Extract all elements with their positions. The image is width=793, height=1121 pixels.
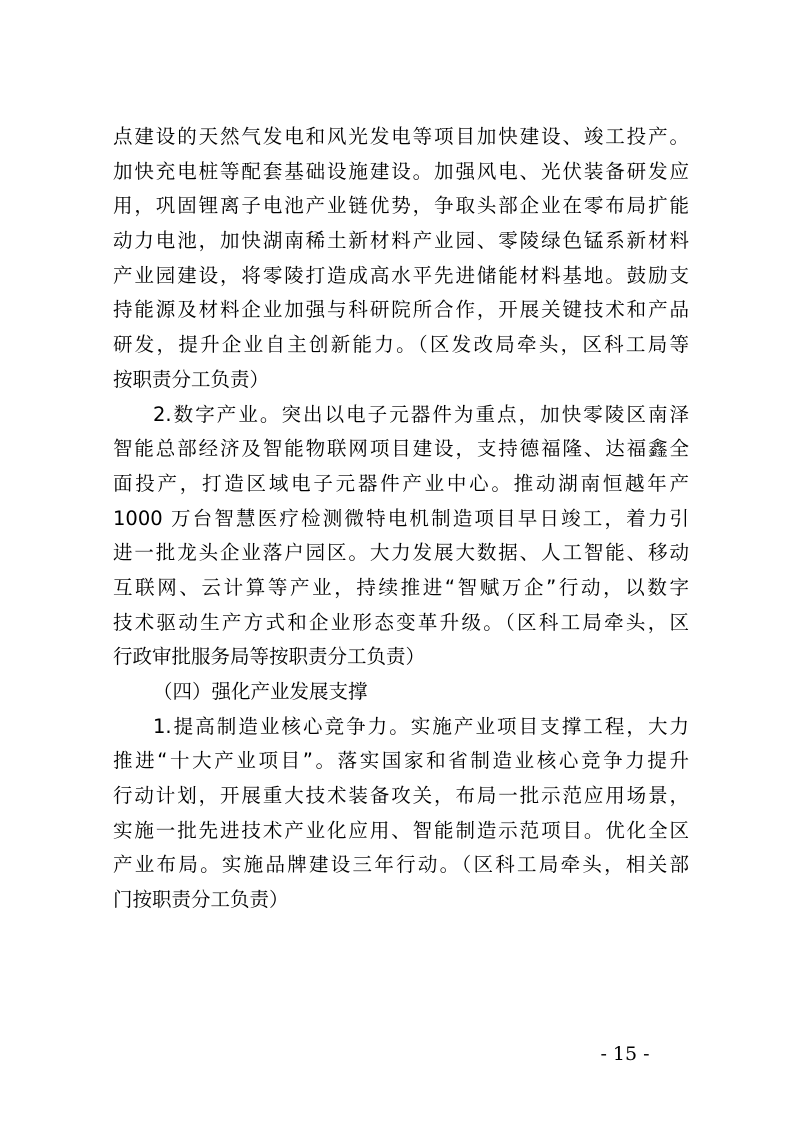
text-line: 用，巩固锂离子电池产业链优势，争取头部企业在零布局扩能 <box>113 194 689 218</box>
text-line: 按职责分工负责） <box>113 367 270 391</box>
text-line: 行政审批服务局等按职责分工负责） <box>113 645 426 669</box>
text-line: 持能源及材料企业加强与科研院所合作，开展关键技术和产品 <box>113 298 689 322</box>
paragraph-start-line: 2.数字产业。突出以电子元器件为重点，加快零陵区南泽 <box>153 402 689 426</box>
text-line: 1000 万台智慧医疗检测微特电机制造项目早日竣工，着力引 <box>113 506 689 530</box>
text-line: 产业布局。实施品牌建设三年行动。（区科工局牵头，相关部 <box>113 853 689 877</box>
text-line: 智能总部经济及智能物联网项目建设，支持德福隆、达福鑫全 <box>113 437 689 461</box>
document-body <box>113 120 689 918</box>
text-line: 点建设的天然气发电和风光发电等项目加快建设、竣工投产。 <box>113 125 689 148</box>
text-line: 推进“十大产业项目”。落实国家和省制造业核心竞争力提升 <box>113 749 689 773</box>
text-line: 技术驱动生产方式和企业形态变革升级。（区科工局牵头，区 <box>113 610 689 634</box>
text-line: 加快充电桩等配套基础设施建设。加强风电、光伏装备研发应 <box>113 159 689 183</box>
text-line: 门按职责分工负责） <box>113 888 289 912</box>
text-line: 面投产，打造区域电子元器件产业中心。推动湖南恒越年产 <box>113 471 689 495</box>
text-line: 互联网、云计算等产业，持续推进“智赋万企”行动，以数字 <box>113 575 689 599</box>
text-line: 产业园建设，将零陵打造成高水平先进储能材料基地。鼓励支 <box>113 263 689 287</box>
text-line: 实施一批先进技术产业化应用、智能制造示范项目。优化全区 <box>113 818 689 842</box>
text-line: 动力电池，加快湖南稀土新材料产业园、零陵绿色锰系新材料 <box>113 229 689 253</box>
paragraph-start-line: 1.提高制造业核心竞争力。实施产业项目支撑工程，大力 <box>153 714 689 738</box>
text-line: 研发，提升企业自主创新能力。（区发改局牵头，区科工局等 <box>113 333 689 357</box>
section-heading: （四）强化产业发展支撑 <box>153 680 368 703</box>
text-line: 进一批龙头企业落户园区。大力发展大数据、人工智能、移动 <box>113 541 689 565</box>
page-number: - 15 - <box>600 1043 650 1065</box>
text-line: 行动计划，开展重大技术装备攻关，布局一批示范应用场景， <box>113 784 689 808</box>
